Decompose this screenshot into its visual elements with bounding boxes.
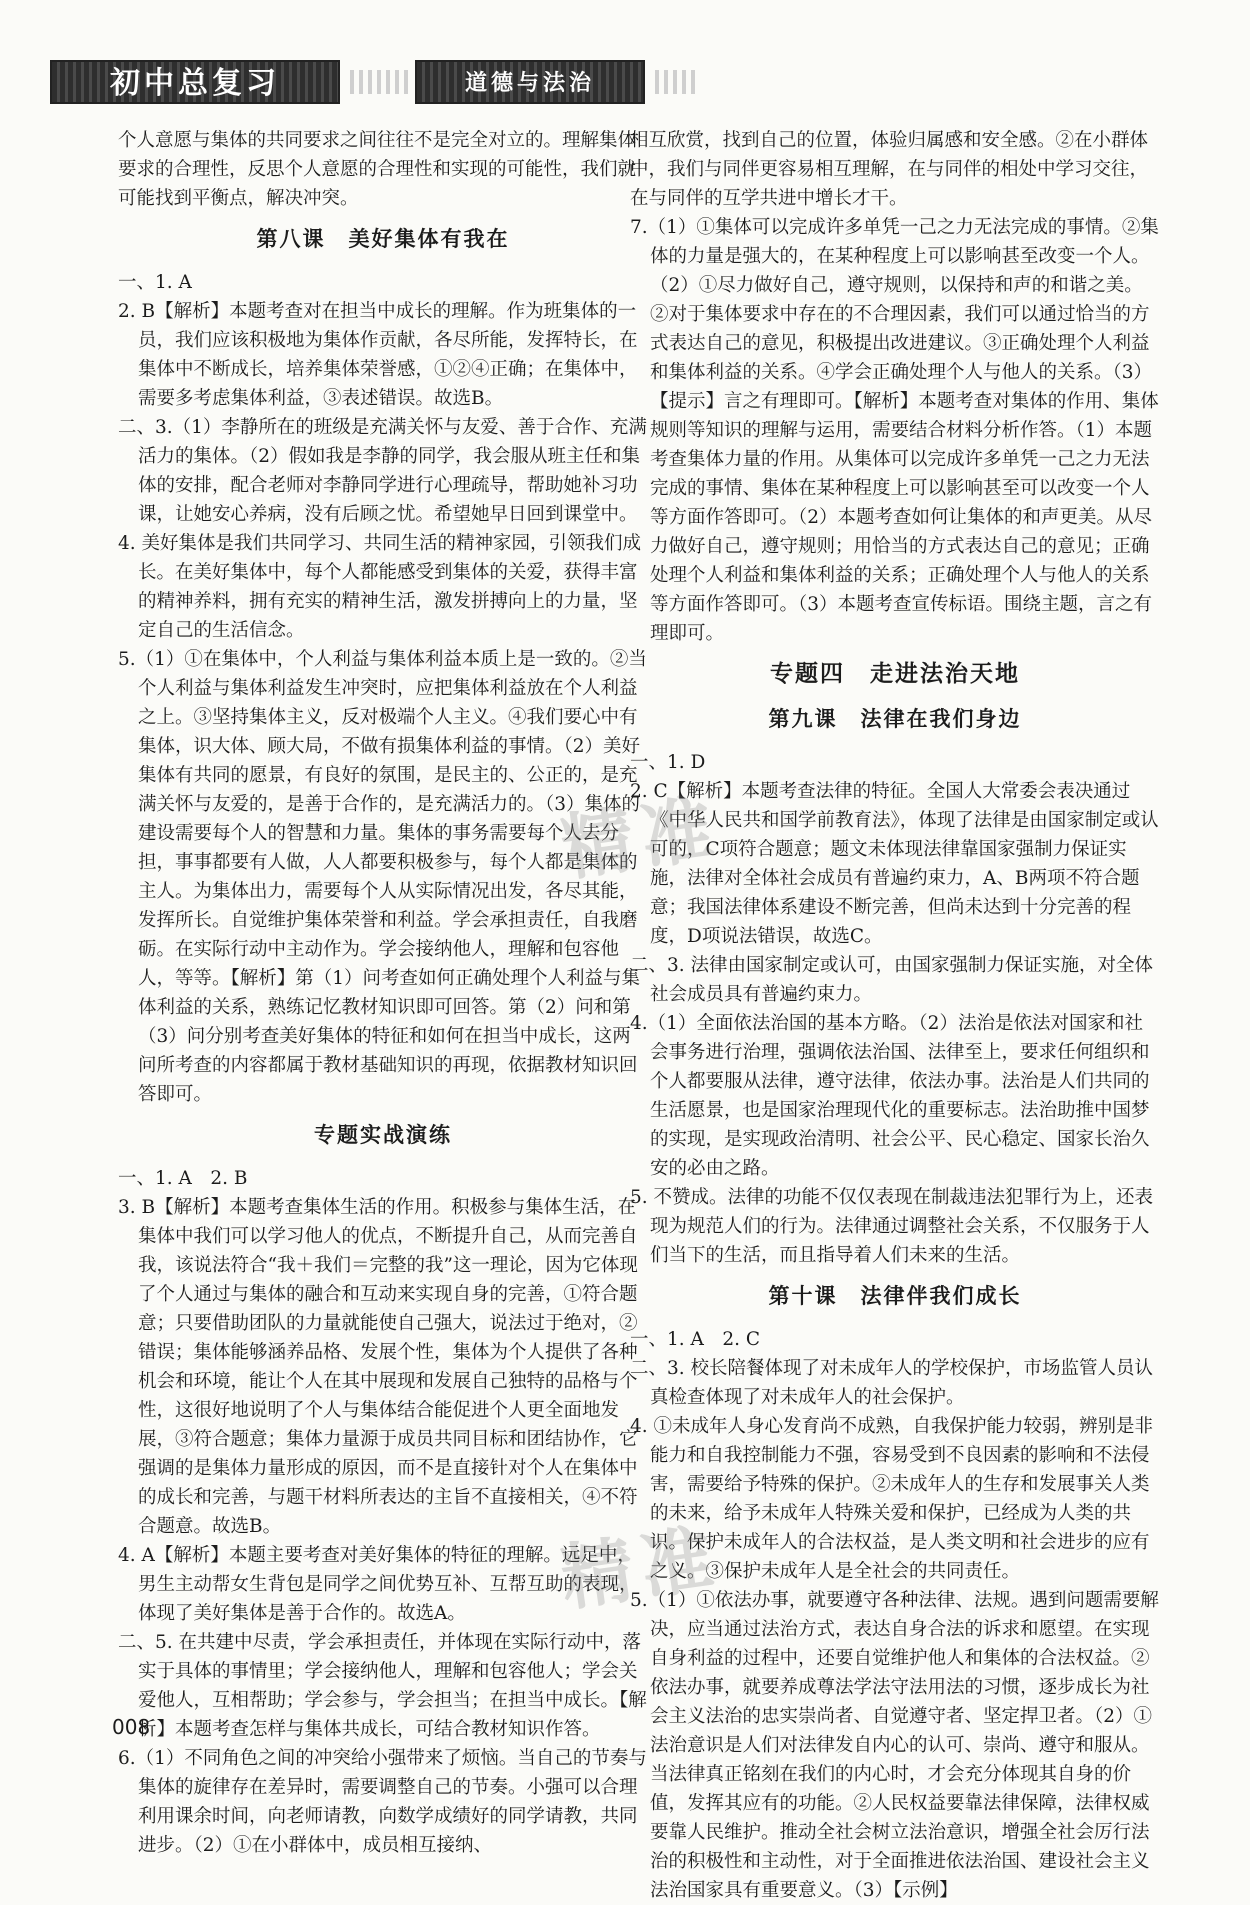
- answer-item: 一、1. A 2. C: [630, 1329, 761, 1350]
- answer-item: 一、1. A: [118, 272, 192, 293]
- answer-item: 2. B【解析】本题考查对在担当中成长的理解。作为班集体的一员，我们应该积极地为集体作贡献，各尽所能，发挥特长，在集体中不断成长，培养集体荣誉感，①②④正确；在集体中，需要多考虑集体利益，③表述错误。故选B。: [118, 301, 638, 409]
- lesson-title: 第九课 法律在我们身边: [768, 707, 1022, 731]
- answer-item: 6.（1）不同角色之间的冲突给小强带来了烦恼。当自己的节奏与集体的旋律存在差异时，需要调整自己的节奏。小强可以合理利用课余时间，向老师请教，向数学成绩好的同学请教，共同进步。（2）①在小群体中，成员相互接纳、: [118, 1748, 647, 1856]
- header-title: 初中总复习: [50, 60, 340, 104]
- answer-item: 二、3. 校长陪餐体现了对未成年人的学校保护，市场监管人员认真检查体现了对未成年人的社会保护。: [630, 1358, 1154, 1408]
- paragraph: 相互欣赏，找到自己的位置，体验归属感和安全感。②在小群体中，我们与同伴更容易相互理解，在与同伴的相处中学习交往，在与同伴的互学共进中增长才干。: [630, 130, 1149, 209]
- answer-item: 5. 不赞成。法律的功能不仅仅表现在制裁违法犯罪行为上，还表现为规范人们的行为。法律通过调整社会关系，不仅服务于人们当下的生活，而且指导着人们未来的生活。: [630, 1187, 1154, 1266]
- header-decoration-middle: [350, 70, 408, 94]
- section-title: 专题四 走进法治天地: [770, 661, 1020, 687]
- answer-item: 7.（1）①集体可以完成许多单凭一己之力无法完成的事情。②集体的力量是强大的，在某种程度上可以影响甚至改变一个人。（2）①尽力做好自己，遵守规则，以保持和声的和谐之美。②对于集体要求中存在的不合理因素，我们可以通过恰当的方式表达自己的意见，积极提出改进建议。③正确处理个人利益和集体利益的关系。④学会正确处理个人与他人的关系。（3）【提示】言之有理即可。【解析】本题考查对集体的作用、集体规则等知识的理解与运用，需要结合材料分析作答。（1）本题考查集体力量的作用。从集体可以完成许多单凭一己之力无法完成的事情、集体在某种程度上可以影响甚至可以改变一个人等方面作答即可。（2）本题考查如何让集体的和声更美。从尽力做好自己，遵守规则；用恰当的方式表达自己的意见；正确处理个人利益和集体利益的关系；正确处理个人与他人的关系等方面作答即可。（3）本题考查宣传标语。围绕主题，言之有理即可。: [630, 217, 1159, 644]
- answer-item: 4.（1）全面依法治国的基本方略。（2）法治是依法对国家和社会事务进行治理，强调依法治国、法律至上，要求任何组织和个人都要服从法律，遵守法律，依法办事。法治是人们共同的生活愿景，也是国家治理现代化的重要标志。法治助推中国梦的实现，是实现政治清明、社会公平、民心稳定、国家长治久安的必由之路。: [630, 1013, 1150, 1179]
- answer-item: 一、1. D: [630, 752, 706, 773]
- answer-item: 4. ①未成年人身心发育尚不成熟，自我保护能力较弱，辨别是非能力和自我控制能力不强，容易受到不良因素的影响和不法侵害，需要给予特殊的保护。②未成年人的生存和发展事关人类的未来，给予未成年人特殊关爱和保护，已经成为人类的共识。保护未成年人的合法权益，是人类文明和社会进步的应有之义。③保护未成年人是全社会的共同责任。: [630, 1416, 1154, 1582]
- answer-item: 4. A【解析】本题主要考查对美好集体的特征的理解。远足中，男生主动帮女生背包是同学之间优势互补、互帮互助的表现，体现了美好集体是善于合作的。故选A。: [118, 1545, 638, 1624]
- watermark-1: 精准: [555, 785, 726, 891]
- answer-item: 2. C【解析】本题考查法律的特征。全国人大常委会表决通过《中华人民共和国学前教育法》，体现了法律是由国家制定或认可的，C项符合题意；题文未体现法律靠国家强制力保证实施，法律对全体社会成员有普遍约束力，A、B两项不符合题意；我国法律体系建设不断完善，但尚未达到十分完善的程度，D项说法错误，故选C。: [630, 781, 1159, 947]
- page-number: 008: [112, 1715, 151, 1739]
- paragraph: 个人意愿与集体的共同要求之间往往不是完全对立的。理解集体要求的合理性，反思个人意愿的合理性和实现的可能性，我们就可能找到平衡点，解决冲突。: [118, 130, 637, 209]
- page-header: [50, 60, 1210, 104]
- answer-item: 5.（1）①在集体中，个人利益与集体利益本质上是一致的。②当个人利益与集体利益发生冲突时，应把集体利益放在个人利益之上。③坚持集体主义，反对极端个人主义。④我们要心中有集体，识大体、顾大局，不做有损集体利益的事情。（2）美好集体有共同的愿景，有良好的氛围，是民主的、公正的，是充满关怀与友爱的，是善于合作的，是充满活力的。（3）集体的建设需要每个人的智慧和力量。集体的事务需要每个人去分担，事事都要有人做，人人都要积极参与，每个人都是集体的主人。为集体出力，需要每个人从实际情况出发，各尽其能，发挥所长。自觉维护集体荣誉和利益。学会承担责任，自我磨砺。在实际行动中主动作为。学会接纳他人，理解和包容他人，等等。【解析】第（1）问考查如何正确处理个人利益与集体利益的关系，熟练记忆教材知识即可回答。第（2）问和第（3）问分别考查美好集体的特征和如何在担当中成长，这两问所考查的内容都属于教材基础知识的再现，依据教材知识回答即可。: [118, 649, 647, 1105]
- header-subject: 道德与法治: [415, 60, 645, 104]
- lesson-title: 专题实战演练: [314, 1123, 452, 1147]
- lesson-title: 第十课 法律伴我们成长: [768, 1284, 1022, 1308]
- answer-item: 二、5. 在共建中尽责，学会承担责任，并体现在实际行动中，落实于具体的事情里；学会接纳他人，理解和包容他人；学会关爱他人，互相帮助；学会参与，学会担当；在担当中成长。【解析】本题考查怎样与集体共成长，可结合教材知识作答。: [118, 1632, 647, 1740]
- header-decoration-right: [655, 70, 695, 94]
- answer-item: 3. B【解析】本题考查集体生活的作用。积极参与集体生活，在集体中我们可以学习他人的优点，不断提升自己，从而完善自我，该说法符合“我＋我们＝完整的我”这一理论，因为它体现了个人通过与集体的融合和互动来实现自身的完善，①符合题意；只要借助团队的力量就能使自己强大，说法过于绝对，②错误；集体能够涵养品格、发展个性，集体为个人提供了各种机会和环境，能让个人在其中展现和发展自己独特的品格与个性，这很好地说明了个人与集体结合能促进个人更全面地发展，③符合题意；集体力量源于成员共同目标和团结协作，它强调的是集体力量形成的原因，而不是直接针对个人在集体中的成长和完善，与题干材料所表达的主旨不直接相关，④不符合题意。故选B。: [118, 1197, 638, 1537]
- lesson-title: 第八课 美好集体有我在: [256, 227, 510, 251]
- answer-item: 4. 美好集体是我们共同学习、共同生活的精神家园，引领我们成长。在美好集体中，每个人都能感受到集体的关爱，获得丰富的精神养料，拥有充实的精神生活，激发拼搏向上的力量，坚定自己的生活信念。: [118, 533, 642, 641]
- right-column: [630, 126, 1160, 1905]
- answer-item: 一、1. A 2. B: [118, 1168, 248, 1189]
- watermark-2: 精准: [555, 1515, 726, 1621]
- answer-item: 二、3.（1）李静所在的班级是充满关怀与友爱、善于合作、充满活力的集体。（2）假如我是李静的同学，我会服从班主任和集体的安排，配合老师对李静同学进行心理疏导，帮助她补习功课，让她安心养病，没有后顾之忧。希望她早日回到课堂中。: [118, 417, 647, 525]
- answer-item: 二、3. 法律由国家制定或认可，由国家强制力保证实施，对全体社会成员具有普遍约束力。: [630, 955, 1154, 1005]
- answer-item: 5.（1）①依法办事，就要遵守各种法律、法规。遇到问题需要解决，应当通过法治方式，表达自身合法的诉求和愿望。在实现自身利益的过程中，还要自觉维护他人和集体的合法权益。②依法办事，就要养成尊法学法守法用法的习惯，逐步成长为社会主义法治的忠实崇尚者、自觉遵守者、坚定捍卫者。（2）①法治意识是人们对法律发自内心的认可、崇尚、遵守和服从。当法律真正铭刻在我们的内心时，才会充分体现其自身的价值，发挥其应有的功能。②人民权益要靠法律保障，法律权威要靠人民维护。推动全社会树立法治意识，增强全社会厉行法治的积极性和主动性，对于全面推进依法治国、建设社会主义法治国家具有重要意义。（3）【示例】: [630, 1590, 1159, 1901]
